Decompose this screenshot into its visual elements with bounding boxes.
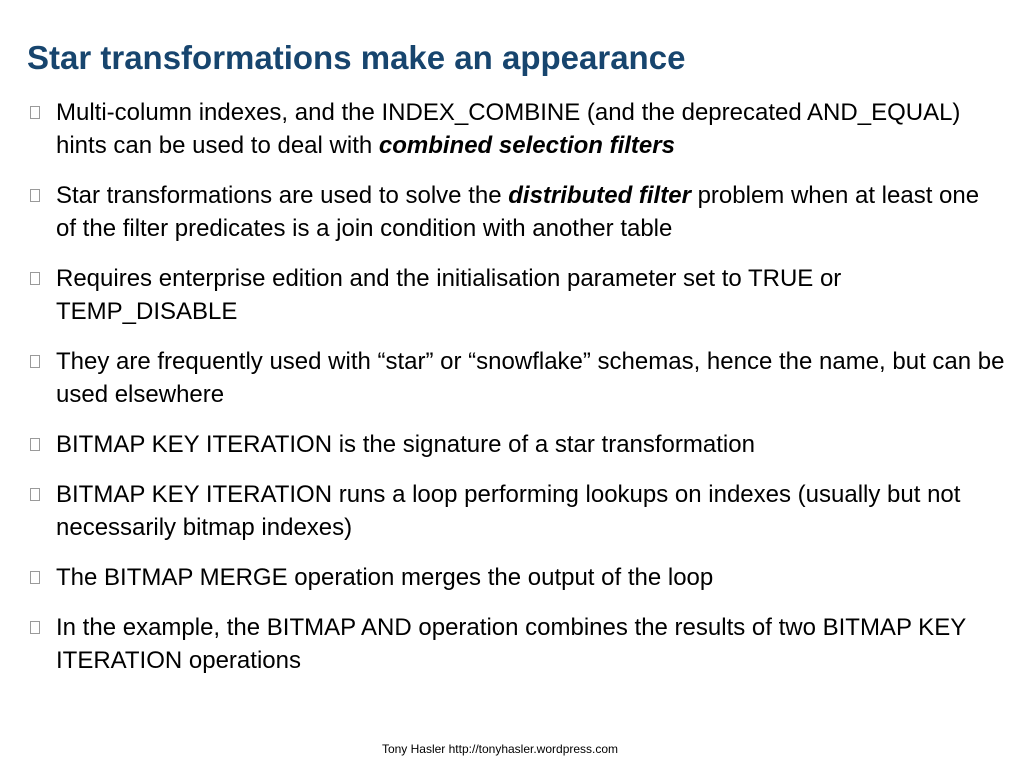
bullet-square-icon — [30, 488, 40, 501]
bullet-item — [30, 428, 1005, 461]
bullet-item — [30, 345, 1005, 411]
bullet-square-icon — [30, 438, 40, 451]
bullet-text: BITMAP KEY ITERATION is the signature of a star transformation — [56, 431, 755, 458]
bullet-list — [30, 96, 1005, 694]
bullet-text: BITMAP KEY ITERATION runs a loop performing lookups on indexes (usually but not necessarily bitmap indexes) — [56, 481, 961, 541]
bullet-text: In the example, the BITMAP AND operation combines the results of two BITMAP KEY ITERATION operations — [56, 614, 966, 674]
bullet-item — [30, 179, 1005, 245]
bullet-item — [30, 611, 1005, 677]
slide-title: Star transformations make an appearance — [27, 39, 686, 76]
bullet-square-icon — [30, 106, 40, 119]
bullet-item — [30, 561, 1005, 594]
bullet-item — [30, 262, 1005, 328]
bullet-square-icon — [30, 571, 40, 584]
bullet-text: The BITMAP MERGE operation merges the output of the loop — [56, 564, 714, 591]
bullet-square-icon — [30, 355, 40, 368]
bullet-text: Requires enterprise edition and the initialisation parameter set to TRUE or TEMP_DISABLE — [56, 265, 842, 325]
bullet-text: Star transformations are used to solve the — [56, 182, 509, 209]
bullet-text-tail: problem when at least one of the filter predicates is a join condition with another table — [56, 182, 980, 242]
footer-credit: Tony Hasler http://tonyhasler.wordpress.com — [381, 742, 619, 756]
bullet-square-icon — [30, 189, 40, 202]
bullet-emphasis: combined selection filters — [378, 132, 675, 159]
bullet-text: Multi-column indexes, and the INDEX_COMBINE (and the deprecated AND_EQUAL) hints can be used to deal with — [56, 99, 961, 159]
bullet-square-icon — [30, 621, 40, 634]
bullet-item — [30, 478, 1005, 544]
bullet-square-icon — [30, 272, 40, 285]
bullet-emphasis: distributed filter — [508, 182, 691, 209]
bullet-text: They are frequently used with “star” or “snowflake” schemas, hence the name, but can be used elsewhere — [56, 348, 1005, 408]
bullet-item — [30, 96, 1005, 162]
